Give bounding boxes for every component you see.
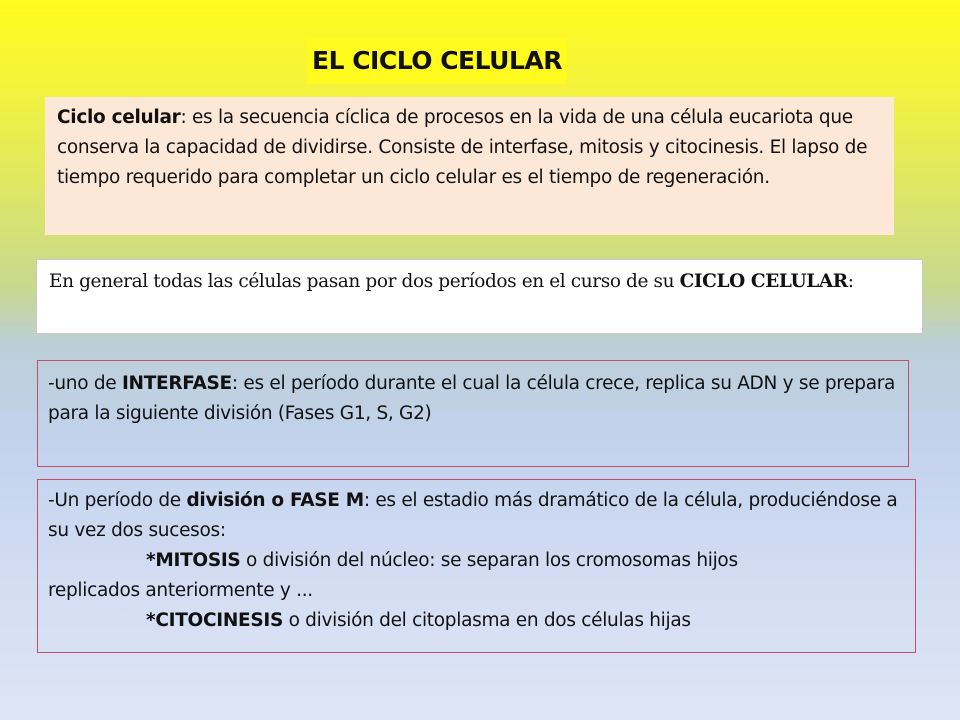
definition-box: [45, 97, 894, 235]
mitosis-line: [48, 546, 909, 576]
general-suffix: :: [847, 271, 854, 292]
mitosis-continuation: replicados anteriormente y ...: [48, 580, 313, 601]
general-bold: CICLO CELULAR: [679, 271, 848, 292]
general-text: En general todas las células pasan por dos períodos en el curso de su: [49, 271, 680, 292]
citocinesis-line: [48, 606, 909, 636]
fase-m-bold: división o FASE M: [186, 490, 364, 511]
citocinesis-text: o división del citoplasma en dos células hijas: [283, 610, 691, 631]
fase-m-box: [37, 479, 916, 653]
fase-m-text: : es el estadio más dramático de la célula, produciéndose a su vez dos sucesos:: [48, 490, 898, 541]
interfase-box: [37, 360, 909, 467]
fase-m-prefix: -Un período de: [48, 490, 187, 511]
mitosis-bold: *MITOSIS: [146, 550, 241, 571]
general-statement-box: [36, 259, 923, 334]
interfase-bold: INTERFASE: [121, 373, 232, 394]
mitosis-text: o división del núcleo: se separan los cromosomas hijos: [240, 550, 738, 571]
interfase-prefix: -uno de: [48, 373, 122, 394]
definition-term: Ciclo celular: [57, 107, 181, 128]
fase-m-intro: [48, 486, 909, 546]
slide-title: EL CICLO CELULAR: [307, 38, 567, 84]
citocinesis-bold: *CITOCINESIS: [146, 610, 283, 631]
interfase-text: : es el período durante el cual la célula crece, replica su ADN y se prepara para la siguiente división (Fases G1, S, G2): [48, 373, 896, 424]
definition-text: : es la secuencia cíclica de procesos en la vida de una célula eucariota que conserva la capacidad de dividirse. Consiste de interfase, mitosis y citocinesis. El lapso de tiempo requerido para completar un ciclo celular es el tiempo de regeneración.: [57, 107, 868, 188]
